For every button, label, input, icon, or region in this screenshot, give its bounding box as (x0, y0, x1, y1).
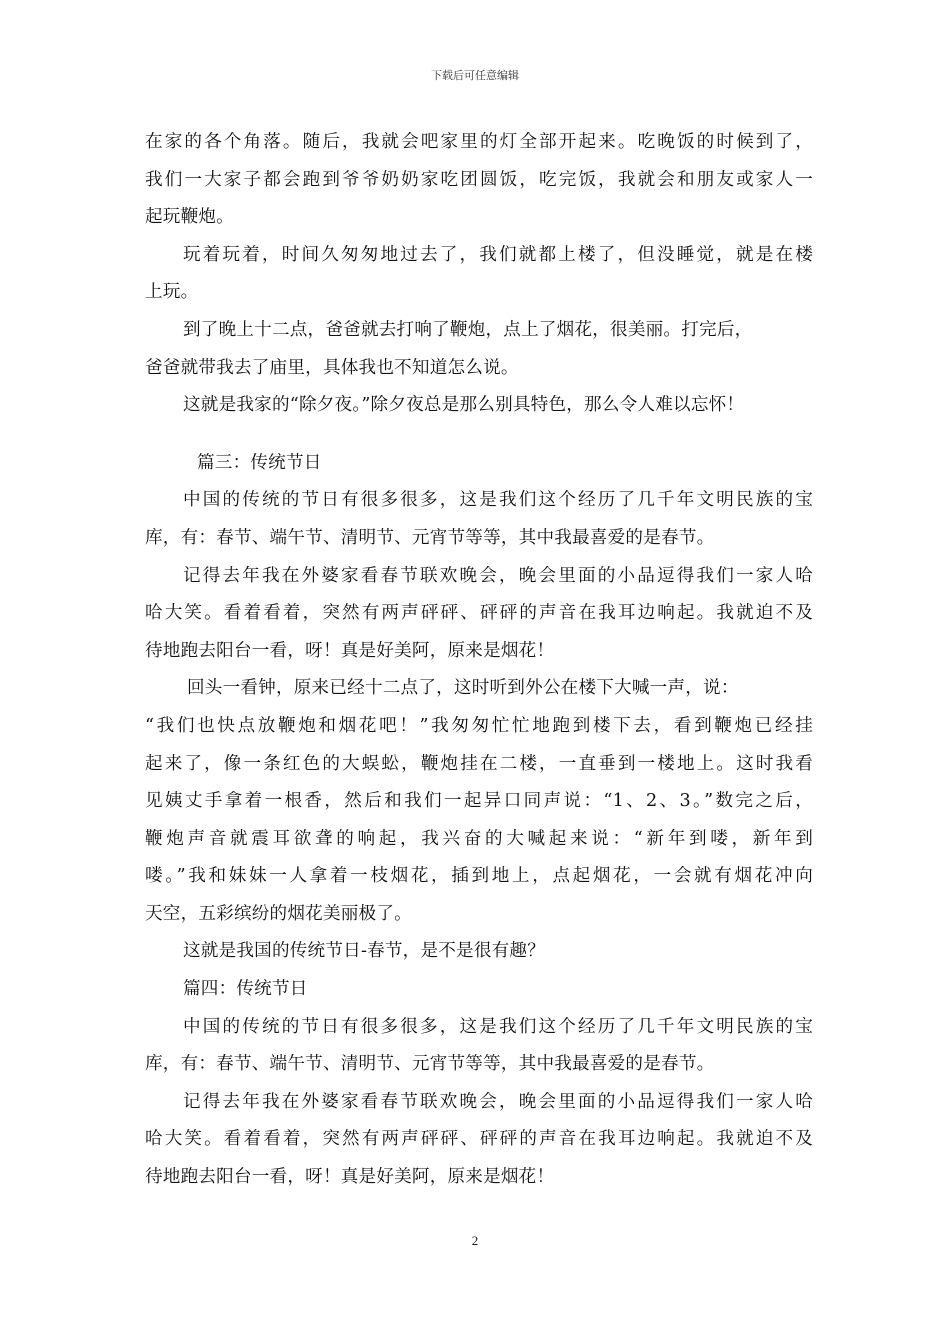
text-line: 起来了，像一条红色的大蜈蚣，鞭炮挂在二楼，一直垂到一楼地上。这时我看 (145, 753, 813, 774)
text-line: 库，有：春节、端午节、清明节、元宵节等等，其中我最喜爱的是春节。 (145, 1054, 715, 1075)
text-line: 这就是我家的“除夕夜。”除夕夜总是那么别具特色，那么令人难以忘怀！ (183, 395, 745, 416)
text-line: 待地跑去阳台一看，呀！真是好美阿，原来是烟花！ (145, 640, 555, 661)
text-line: 见姨丈手拿着一根香，然后和我们一起异口同声说：“1、2、3。”数完之后， (145, 791, 813, 812)
section-gap (145, 425, 813, 445)
text-line: 库，有：春节、端午节、清明节、元宵节等等，其中我最喜爱的是春节。 (145, 527, 715, 548)
text-line: 我们一大家子都会跑到爷爷奶奶家吃团圆饭，吃完饭，我就会和朋友或家人一 (145, 169, 813, 190)
text-line: 在家的各个角落。随后，我就会吧家里的灯全部开起来。吃晚饭的时候到了， (145, 132, 813, 152)
text-line: “我们也快点放鞭炮和烟花吧！”我匆匆忙忙地跑到楼下去，看到鞭炮已经挂 (145, 715, 813, 736)
page-number: 2 (471, 1233, 479, 1248)
text-line: 哈大笑。看着看着，突然有两声砰砰、砰砰的声音在我耳边响起。我就迫不及 (145, 1129, 813, 1150)
text-line: 中国的传统的节日有很多很多，这是我们这个经历了几千年文明民族的宝 (183, 1016, 813, 1037)
text-line: 鞭炮声音就震耳欲聋的响起，我兴奋的大喊起来说：“新年到喽，新年到 (145, 828, 813, 849)
text-line: 起玩鞭炮。 (145, 207, 234, 228)
text-line: 爸爸就带我去了庙里，具体我也不知道怎么说。 (145, 357, 519, 378)
text-line: 玩着玩着，时间久匆匆地过去了，我们就都上楼了，但没睡觉，就是在楼 (183, 244, 813, 265)
text-line: 上玩。 (145, 282, 199, 303)
text-line: 回头一看钟，原来已经十二点了，这时听到外公在楼下大喊一声，说： (187, 678, 739, 699)
text-line: 天空，五彩缤纷的烟花美丽极了。 (145, 903, 412, 924)
text-line: 记得去年我在外婆家看春节联欢晚会，晚会里面的小品逗得我们一家人哈 (183, 565, 813, 586)
page-header: 下载后可任意编辑 (431, 69, 519, 82)
text-line: 哈大笑。看着看着，突然有两声砰砰、砰砰的声音在我耳边响起。我就迫不及 (145, 603, 813, 624)
section-heading: 篇三：传统节日 (197, 452, 322, 473)
text-line: 记得去年我在外婆家看春节联欢晚会，晚会里面的小品逗得我们一家人哈 (183, 1091, 813, 1112)
section-heading: 篇四：传统节日 (183, 979, 308, 1000)
text-line: 中国的传统的节日有很多很多，这是我们这个经历了几千年文明民族的宝 (183, 490, 813, 511)
text-line: 到了晚上十二点，爸爸就去打响了鞭炮，点上了烟花，很美丽。打完后， (183, 319, 753, 340)
document-body (145, 124, 813, 1197)
text-line: 喽。”我和妹妹一人拿着一枝烟花，插到地上，点起烟花，一会就有烟花冲向 (145, 866, 813, 887)
text-line: 这就是我国的传统节日-春节，是不是很有趣？ (183, 941, 546, 962)
text-line: 待地跑去阳台一看，呀！真是好美阿，原来是烟花！ (145, 1167, 555, 1188)
